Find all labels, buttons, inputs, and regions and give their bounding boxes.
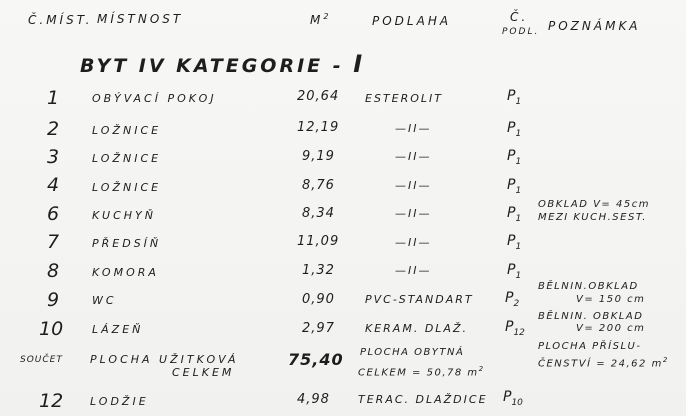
floor-code: $P_1$ — [507, 177, 522, 196]
header-floor-number-bottom: PODL. — [502, 27, 540, 37]
room-area: 12,19 — [297, 120, 340, 135]
room-area: 8,76 — [302, 178, 335, 193]
usable-area-label-line2: CELKEM — [172, 366, 235, 379]
floor-type: —II— — [395, 236, 432, 249]
floor-type: —II— — [395, 122, 432, 135]
section-title: BYT IV KATEGORIE - I — [80, 50, 366, 78]
room-number: 7 — [47, 231, 60, 253]
room-area: 4,98 — [297, 392, 330, 407]
room-name: LODŽIE — [90, 395, 149, 408]
floor-code: $P_{10}$ — [503, 389, 523, 408]
room-name: LOŽNICE — [92, 152, 162, 165]
floor-code: $P_{12}$ — [505, 319, 525, 338]
floor-type: PVC-STANDART — [365, 293, 474, 306]
note-kitchen-line2: MEZI KUCH.SEST. — [538, 212, 647, 223]
header-area: $M^2$ — [310, 12, 332, 27]
room-area: 11,09 — [297, 234, 340, 249]
room-name: OBÝVACÍ POKOJ — [92, 92, 217, 105]
floor-type: TERAC. DLAŽDICE — [358, 393, 488, 406]
note-wc-line2: V= 150 cm — [576, 294, 646, 305]
floor-code: $P_1$ — [507, 148, 522, 167]
room-name: LOŽNICE — [92, 181, 162, 194]
room-number: 2 — [47, 118, 60, 140]
room-area: 8,34 — [302, 206, 335, 221]
floor-code: $P_1$ — [507, 88, 522, 107]
room-number: 6 — [47, 203, 60, 225]
note-bath-line1: BĚLNIN. OBKLAD — [538, 311, 644, 322]
living-area-total: CELKEM = 50,78 $m^2$ — [358, 365, 485, 379]
room-number: 12 — [39, 390, 64, 412]
usable-area-total: 75,40 — [288, 350, 344, 369]
note-kitchen-line1: OBKLAD V= 45cm — [538, 199, 650, 210]
room-number: 9 — [47, 289, 60, 311]
room-name: LÁZEŇ — [92, 323, 144, 336]
floor-code: $P_1$ — [507, 205, 522, 224]
header-room-number: Č.MÍST. — [28, 13, 93, 27]
room-name: LOŽNICE — [92, 124, 162, 137]
room-area: 9,19 — [302, 149, 335, 164]
room-area: 20,64 — [297, 89, 340, 104]
room-number: 10 — [39, 318, 64, 340]
note-bath-line2: V= 200 cm — [576, 323, 646, 334]
living-area-label-line1: PLOCHA OBYTNÁ — [360, 347, 465, 358]
note-balcony-line2: ČENSTVÍ = 24,62 $m^2$ — [538, 356, 669, 370]
header-floor: PODLAHA — [372, 14, 452, 28]
room-number: 4 — [47, 174, 60, 196]
usable-area-label-line1: PLOCHA UŽITKOVÁ — [90, 353, 239, 366]
header-floor-number-top: Č. — [510, 10, 529, 24]
room-area: 0,90 — [302, 292, 335, 307]
header-room: MÍSTNOST — [97, 12, 184, 26]
floor-type: ESTEROLIT — [365, 92, 443, 105]
room-number: 3 — [47, 146, 60, 168]
note-balcony-line1: PLOCHA PŘÍSLU- — [538, 341, 642, 352]
floor-code: $P_1$ — [507, 120, 522, 139]
floor-type: —II— — [395, 264, 432, 277]
room-name: KUCHYŇ — [92, 209, 156, 222]
room-number: 8 — [47, 260, 60, 282]
room-number: 1 — [47, 87, 60, 109]
note-wc-line1: BĚLNIN.OBKLAD — [538, 281, 639, 292]
room-name: PŘEDSÍŇ — [92, 237, 162, 250]
floor-code: $P_1$ — [507, 262, 522, 281]
summary-label: SOUČET — [20, 355, 63, 365]
floor-type: —II— — [395, 207, 432, 220]
room-area: 1,32 — [302, 263, 335, 278]
room-area: 2,97 — [302, 321, 335, 336]
floor-type: —II— — [395, 150, 432, 163]
floor-type: KERAM. DLAŽ. — [365, 322, 468, 335]
floor-code: $P_2$ — [505, 290, 520, 309]
floor-code: $P_1$ — [507, 233, 522, 252]
header-note: POZNÁMKA — [548, 19, 641, 33]
section-roman: I — [353, 50, 366, 78]
floor-type: —II— — [395, 179, 432, 192]
room-name: WC — [92, 294, 117, 307]
room-name: KOMORA — [92, 266, 159, 279]
